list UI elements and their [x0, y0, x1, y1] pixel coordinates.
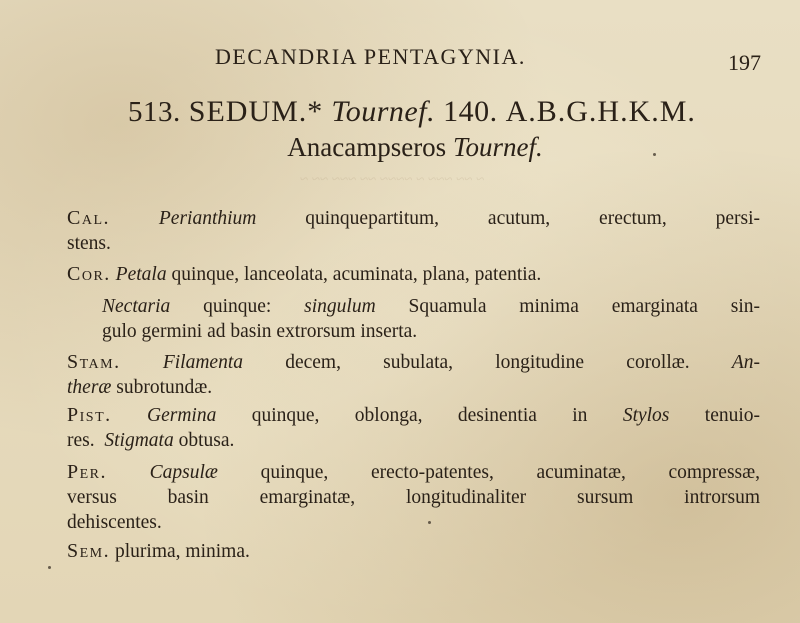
label-pistil: Pist.	[67, 404, 112, 426]
entry-corolla	[67, 262, 760, 287]
term-antherae-cont: theræ	[67, 377, 112, 398]
synonym-authority: Tournef.	[452, 132, 543, 162]
pericarp-text-2: versus basin emarginatæ, longitudinaliter sursum introrsum	[67, 487, 760, 508]
term-perianthium: Perianthium	[158, 208, 257, 229]
corolla-text: quinque, lanceolata, acuminata, plana, patentia.	[171, 264, 542, 285]
calyx-text-cont: stens.	[67, 233, 111, 254]
nectaria-text: quinque:	[203, 296, 272, 317]
page-number: 197	[728, 50, 761, 75]
label-stamens: Stam.	[67, 351, 121, 373]
bleed-through-texture: ~ ~~ ~~~ ~ ~~~~ ~~ ~~~ ~~ ~	[300, 172, 485, 188]
pericarp-text-3: dehiscentes.	[67, 512, 162, 533]
label-pericarp: Per.	[67, 461, 108, 483]
term-capsulae: Capsulæ	[149, 462, 218, 483]
ink-speck	[428, 521, 431, 524]
running-head: DECANDRIA PENTAGYNIA.	[215, 44, 526, 69]
genus-figure-refs: A.B.G.H.K.M.	[505, 95, 696, 128]
pistil-text-cont-end: obtusa.	[178, 430, 235, 451]
entry-pistil	[67, 403, 760, 453]
genus-synonym	[0, 132, 800, 163]
term-nectaria: Nectaria	[102, 296, 171, 317]
label-seeds: Sem.	[67, 540, 111, 562]
term-stylos: Stylos	[622, 405, 670, 426]
genus-authority: Tournef.	[331, 95, 436, 128]
genus-number: 513.	[128, 96, 181, 128]
nectaria-text-2: Squamula minima emarginata sin-	[408, 296, 761, 317]
term-stigmata: Stigmata	[104, 430, 174, 451]
genus-heading	[0, 95, 800, 129]
stamens-text-cont: subrotundæ.	[116, 377, 213, 398]
pistil-text-cont: res.	[67, 430, 95, 451]
pistil-text: quinque, oblonga, desinentia in	[251, 405, 588, 426]
term-singulum: singulum	[304, 296, 376, 317]
term-antherae: An-	[731, 352, 761, 373]
ink-speck	[653, 153, 656, 156]
pistil-text-end: tenuio-	[704, 405, 761, 426]
calyx-text: quinquepartitum, acutum, erectum, persi-	[305, 208, 760, 229]
entry-nectaria	[102, 294, 760, 344]
entry-calyx	[67, 206, 760, 256]
entry-pericarp	[67, 460, 760, 535]
term-petala: Petala	[115, 264, 167, 285]
seeds-text: plurima, minima.	[115, 541, 250, 562]
nectaria-text-cont: gulo germini ad basin extrorsum inserta.	[102, 321, 418, 342]
stamens-text: decem, subulata, longitudine corollæ.	[285, 352, 690, 373]
label-corolla: Cor.	[67, 263, 111, 285]
synonym-name: Anacampseros	[287, 132, 447, 162]
genus-name: SEDUM.*	[188, 95, 324, 128]
pericarp-text: quinque, erecto-patentes, acuminatæ, compressæ,	[260, 462, 761, 483]
ink-speck	[48, 566, 51, 569]
term-germina: Germina	[147, 405, 217, 426]
genus-reference: 140.	[443, 95, 498, 128]
entry-seeds	[67, 539, 760, 564]
label-calyx: Cal.	[67, 207, 111, 229]
term-filamenta: Filamenta	[162, 352, 243, 373]
entry-stamens	[67, 350, 760, 400]
